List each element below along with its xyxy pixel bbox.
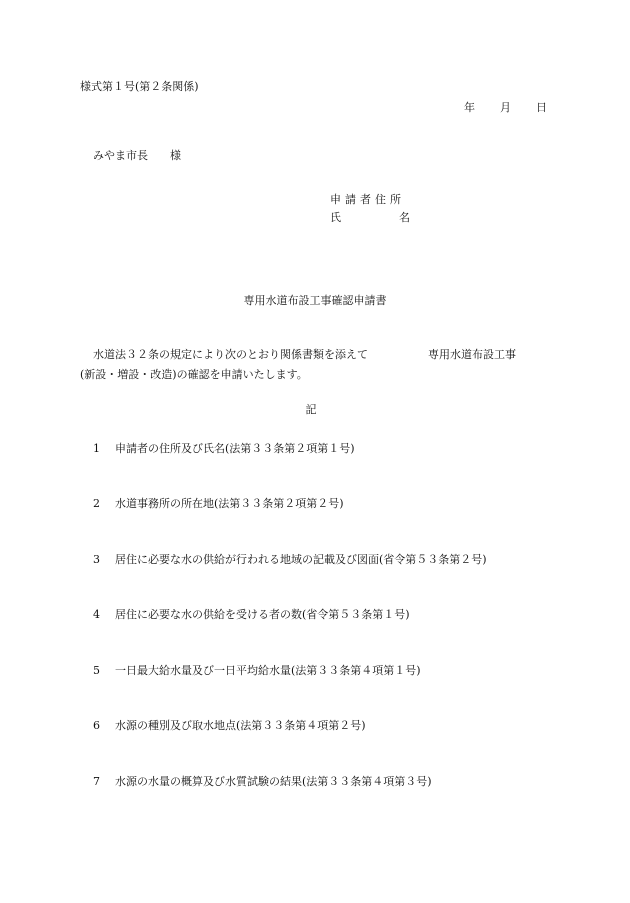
list-item-number: 1 [93,442,100,455]
list-item [93,664,421,678]
list-item-text: 申請者の住所及び氏名(法第３３条第２項第１号) [115,442,355,455]
list-item-text: 一日最大給水量及び一日平均給水量(法第３３条第４項第１号) [115,664,421,677]
list-item [93,497,344,511]
applicant-name-label-2: 名 [399,211,410,224]
date-row [464,101,547,115]
date-day: 日 [536,101,547,114]
applicant-name-label-1: 氏 [330,211,341,224]
date-month: 月 [500,101,511,114]
list-item-number: 6 [93,719,100,732]
body-text-line-1 [93,348,516,362]
list-item-number: 2 [93,497,100,510]
list-item-number: 4 [93,608,100,621]
list-item [93,553,487,567]
applicant-name-label [330,211,410,225]
applicant-address-label: 申請者住所 [330,193,405,206]
list-item-text: 居住に必要な水の供給が行われる地域の記載及び図面(省令第５３条第２号) [115,553,487,566]
list-item-number: 5 [93,664,100,677]
list-item [93,442,355,456]
list-item-number: 3 [93,553,100,566]
list-item [93,775,432,789]
list-item [93,608,410,622]
list-item-number: 7 [93,775,100,788]
list-item-text: 水源の種別及び取水地点(法第３３条第４項第２号) [115,719,366,732]
list-item [93,719,366,733]
form-number: 様式第１号(第２条関係) [80,80,199,93]
body-text-line-2: (新設・増設・改造)の確認を申請いたします。 [80,368,308,381]
body-text-line-1-b: 専用水道布設工事 [428,348,516,361]
date-year: 年 [464,101,475,114]
list-item-text: 水道事務所の所在地(法第３３条第２項第２号) [115,497,344,510]
document-title: 専用水道布設工事確認申請書 [243,294,387,307]
ki-heading: 記 [305,403,317,416]
list-item-text: 居住に必要な水の供給を受ける者の数(省令第５３条第１号) [115,608,410,621]
list-item-text: 水源の水量の概算及び水質試験の結果(法第３３条第４項第３号) [115,775,432,788]
body-text-line-1-a: 水道法３２条の規定により次のとおり関係書類を添えて [93,348,368,361]
addressee: みやま市長 様 [93,149,181,162]
